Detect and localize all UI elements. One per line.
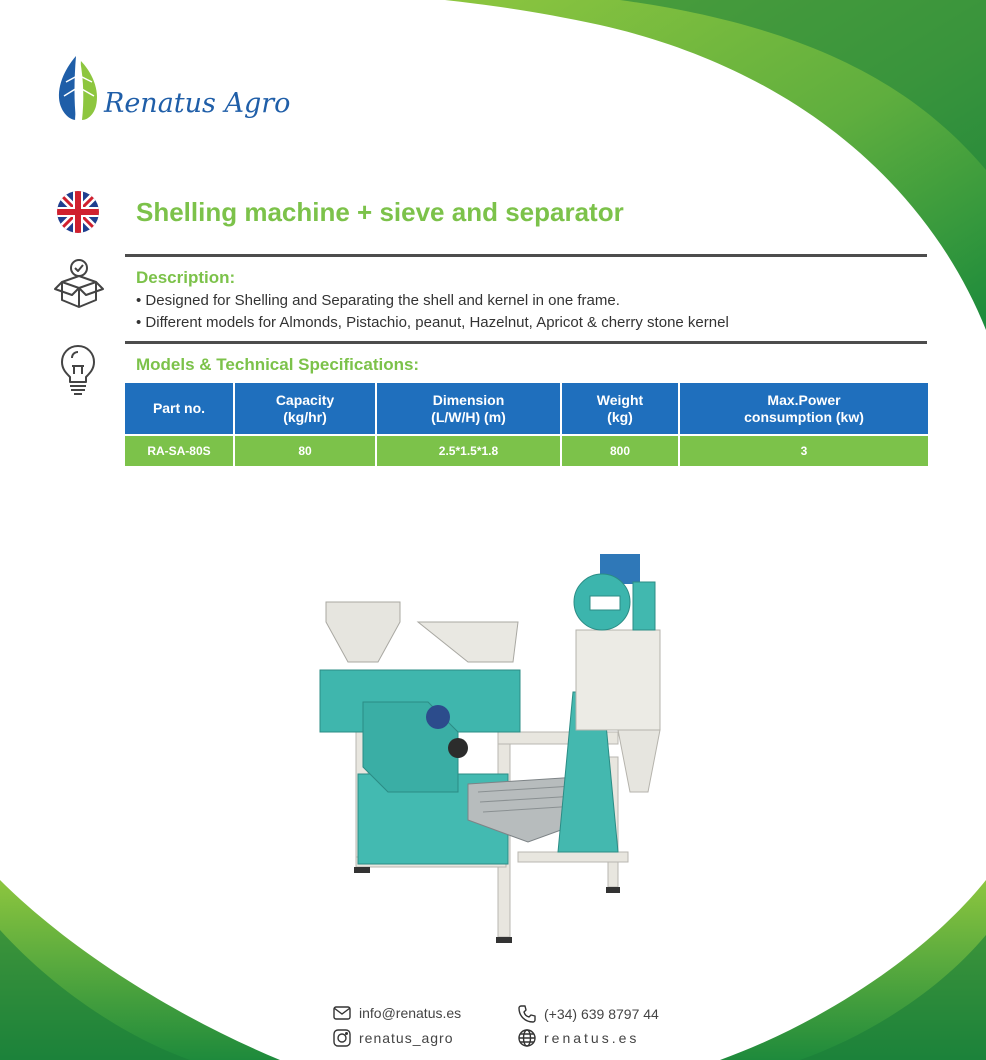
footer-email-text: info@renatus.es <box>359 1005 462 1021</box>
footer-website[interactable] <box>518 1029 639 1047</box>
description-heading: Description: <box>136 268 236 287</box>
column-header: Weight (kg) <box>561 383 679 435</box>
column-header: Capacity (kg/hr) <box>234 383 376 435</box>
brand-logo[interactable] <box>56 52 316 124</box>
footer-phone[interactable] <box>518 1005 659 1023</box>
description-item: • Designed for Shelling and Separating the shell and kernel in one frame. <box>136 292 620 309</box>
divider-top <box>125 254 927 257</box>
column-header: Max.Power consumption (kw) <box>679 383 928 435</box>
table-cell: 800 <box>561 435 679 466</box>
models-heading: Models & Technical Specifications: <box>136 355 420 374</box>
phone-icon <box>518 1005 536 1023</box>
spec-table <box>125 383 928 466</box>
table-cell: RA-SA-80S <box>125 435 234 466</box>
footer-website-text: renatus.es <box>544 1030 640 1046</box>
brand-name: Renatus Agro <box>104 88 291 119</box>
machine-image <box>318 552 690 952</box>
footer-phone-text: (+34) 639 8797 44 <box>544 1006 659 1022</box>
table-cell: 80 <box>234 435 376 466</box>
box-check-icon <box>52 258 106 310</box>
table-row <box>125 435 928 466</box>
footer-instagram-text: renatus_agro <box>359 1030 454 1046</box>
footer-instagram[interactable] <box>333 1029 454 1047</box>
mail-icon <box>333 1006 351 1020</box>
description-item: • Different models for Almonds, Pistachio, peanut, Hazelnut, Apricot & cherry stone kernel <box>136 314 729 331</box>
uk-flag-icon <box>56 190 100 234</box>
instagram-icon <box>333 1029 351 1047</box>
table-cell: 2.5*1.5*1.8 <box>376 435 561 466</box>
lightbulb-icon <box>60 344 96 396</box>
column-header: Part no. <box>125 383 234 435</box>
globe-icon <box>518 1029 536 1047</box>
description-list <box>136 290 729 334</box>
page-title: Shelling machine + sieve and separator <box>136 197 624 227</box>
table-cell: 3 <box>679 435 928 466</box>
footer-email[interactable] <box>333 1005 461 1021</box>
divider-middle <box>125 341 927 344</box>
leaf-logo-icon <box>56 52 102 122</box>
table-header-row <box>125 383 928 435</box>
column-header: Dimension (L/W/H) (m) <box>376 383 561 435</box>
